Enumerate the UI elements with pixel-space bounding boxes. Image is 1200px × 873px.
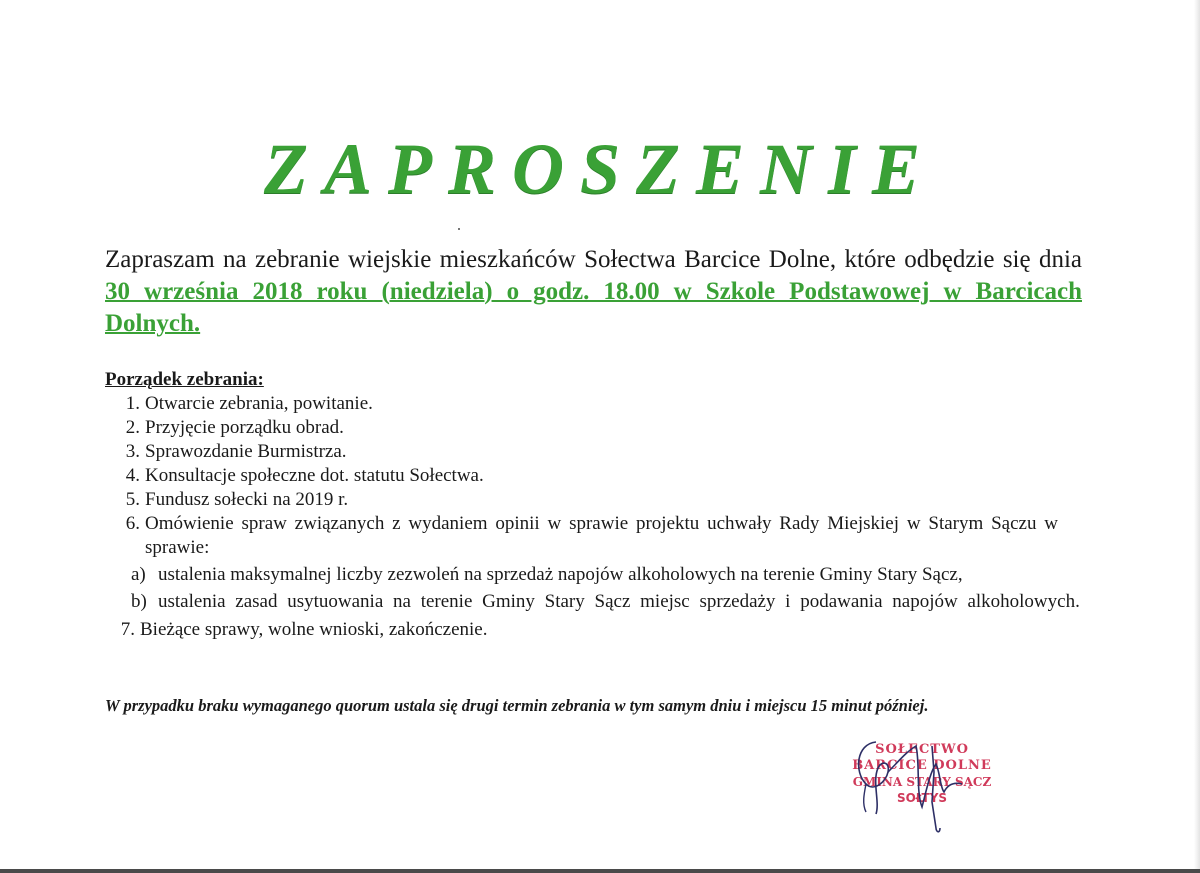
- agenda-item-number: 6.: [125, 513, 140, 534]
- stamp-line: SOŁTYS: [896, 791, 948, 805]
- agenda-sub-item-text: ustalenia zasad usytuowania na terenie Gminy Stary Sącz miejsc sprzedaży i podawania napojów alkoholowych.: [158, 591, 1080, 612]
- agenda-sub-item-letter: b): [131, 591, 147, 612]
- stamp-line: SOŁECTWO: [875, 742, 969, 757]
- agenda-item-text: Bieżące sprawy, wolne wnioski, zakończenie.: [140, 619, 488, 640]
- intro-paragraph: [105, 244, 1082, 340]
- agenda-item-text: Fundusz sołecki na 2019 r.: [145, 489, 349, 510]
- meeting-date-place: 30 września 2018 roku (niedziela) o godz. 18.00 w Szkole Podstawowej w Barcicach Dolnych.: [105, 278, 1082, 337]
- agenda-sub-item-letter: a): [131, 564, 146, 585]
- scan-edge-bottom: [0, 869, 1200, 873]
- agenda-item: [105, 392, 1082, 416]
- intro-text: Zapraszam na zebranie wiejskie mieszkańców Sołectwa Barcice Dolne, które odbędzie się dnia: [105, 246, 1082, 273]
- signature-stroke: [932, 746, 940, 832]
- agenda-item-text: Sprawozdanie Burmistrza.: [145, 441, 347, 462]
- agenda-item-number: 4.: [125, 465, 140, 486]
- agenda-item-number: 1.: [125, 393, 140, 414]
- stamp-line: BARCICE DOLNE: [852, 758, 992, 773]
- signature-stroke: [864, 784, 866, 812]
- agenda-item: [105, 416, 1082, 440]
- scan-speck: [458, 228, 460, 230]
- agenda-item-number: 7.: [120, 619, 135, 640]
- agenda-item-text: Przyjęcie porządku obrad.: [145, 417, 344, 438]
- quorum-note: W przypadku braku wymaganego quorum ustala się drugi termin zebrania w tym samym dniu i miejscu 15 minut później.: [105, 696, 929, 715]
- agenda-sub-item-text: ustalenia maksymalnej liczby zezwoleń na sprzedaż napojów alkoholowych na terenie Gminy Stary Sącz,: [158, 564, 963, 585]
- agenda-item-text: Otwarcie zebrania, powitanie.: [145, 393, 373, 414]
- agenda-item: [105, 440, 1082, 464]
- agenda-item-text: Konsultacje społeczne dot. statutu Sołectwa.: [145, 465, 484, 486]
- signature-stroke: [888, 746, 962, 807]
- agenda-item: [105, 488, 1082, 512]
- agenda-item-text: Omówienie spraw związanych z wydaniem opinii w sprawie projektu uchwały Rady Miejskiej w Starym Sączu w sprawie:: [145, 513, 1058, 558]
- agenda-sub-item: [131, 590, 1082, 614]
- stamp-line: GMINA STARY SĄCZ: [852, 775, 992, 789]
- handwritten-signature: [836, 732, 996, 842]
- signature-stroke: [859, 742, 889, 814]
- agenda-item: [105, 512, 1082, 560]
- agenda-item: [105, 618, 1082, 642]
- agenda-sub-item: [131, 563, 1082, 587]
- agenda-item-number: 5.: [125, 489, 140, 510]
- agenda-item: [105, 464, 1082, 488]
- agenda-heading: Porządek zebrania:: [105, 369, 264, 390]
- agenda: [105, 368, 1082, 642]
- agenda-item-number: 3.: [125, 441, 140, 462]
- page-title: ZAPROSZENIE: [263, 129, 937, 209]
- agenda-item-number: 2.: [125, 417, 140, 438]
